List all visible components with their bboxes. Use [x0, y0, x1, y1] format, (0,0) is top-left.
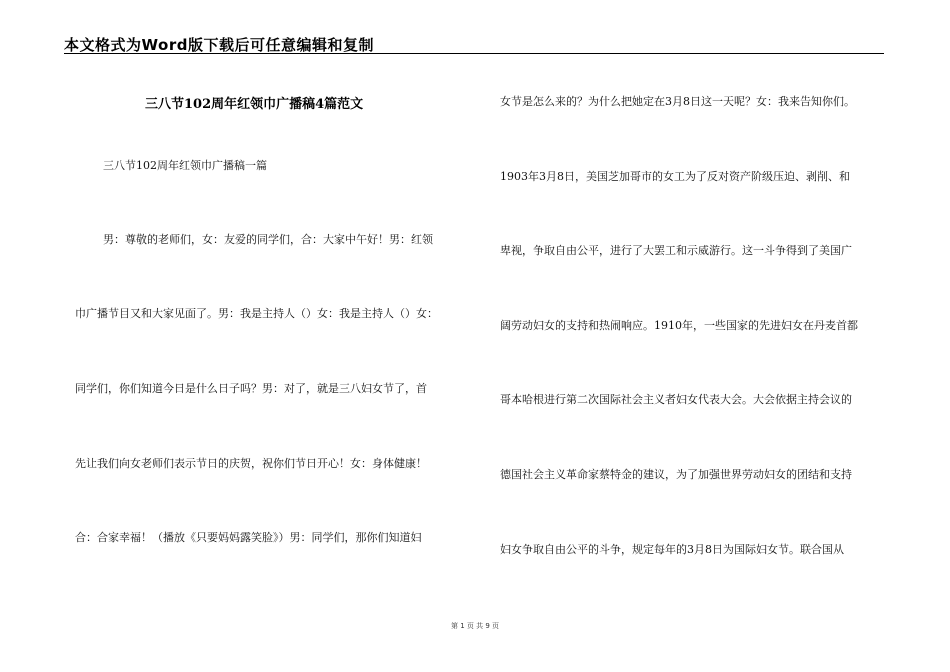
- left-paragraph-line: 巾广播节目又和大家见面了。男：我是主持人（）女：我是主持人（）女：: [75, 307, 438, 320]
- page-number: 第 1 页 共 9 页: [450, 622, 500, 630]
- left-paragraph-line: 男：尊敬的老师们，女：友爱的同学们，合：大家中午好！男：红领: [103, 233, 433, 246]
- left-paragraph-line: 三八节102周年红领巾广播稿一篇: [103, 159, 267, 172]
- right-paragraph-line: 妇女争取自由公平的斗争，规定每年的3月8日为国际妇女节。联合国从: [500, 543, 844, 556]
- right-paragraph-line: 德国社会主义革命家蔡特金的建议，为了加强世界劳动妇女的团结和支持: [500, 468, 852, 481]
- right-paragraph-line: 女节是怎么来的？为什么把她定在3月8日这一天呢？女：我来告知你们。: [500, 95, 855, 108]
- left-paragraph-line: 合：合家幸福！（播放《只要妈妈露笑脸》）男：同学们，那你们知道妇: [75, 531, 422, 544]
- right-paragraph-line: 哥本哈根进行第二次国际社会主义者妇女代表大会。大会依据主持会议的: [500, 393, 852, 406]
- document-header: 本文格式为Word版下载后可任意编辑和复制: [64, 36, 374, 54]
- right-paragraph-line: 阔劳动妇女的支持和热闹响应。1910年，一些国家的先进妇女在丹麦首都: [500, 319, 858, 332]
- right-paragraph-line: 1903年3月8日，美国芝加哥市的女工为了反对资产阶级压迫、剥削、和: [500, 170, 850, 183]
- header-divider: [64, 53, 884, 54]
- document-title: 三八节102周年红领巾广播稿4篇范文: [145, 97, 364, 112]
- right-paragraph-line: 卑视，争取自由公平，进行了大罢工和示威游行。这一斗争得到了美国广: [500, 244, 852, 257]
- left-paragraph-line: 同学们，你们知道今日是什么日子吗？男：对了，就是三八妇女节了，首: [75, 382, 427, 395]
- left-paragraph-line: 先让我们向女老师们表示节日的庆贺，祝你们节日开心！女：身体健康！: [75, 457, 427, 470]
